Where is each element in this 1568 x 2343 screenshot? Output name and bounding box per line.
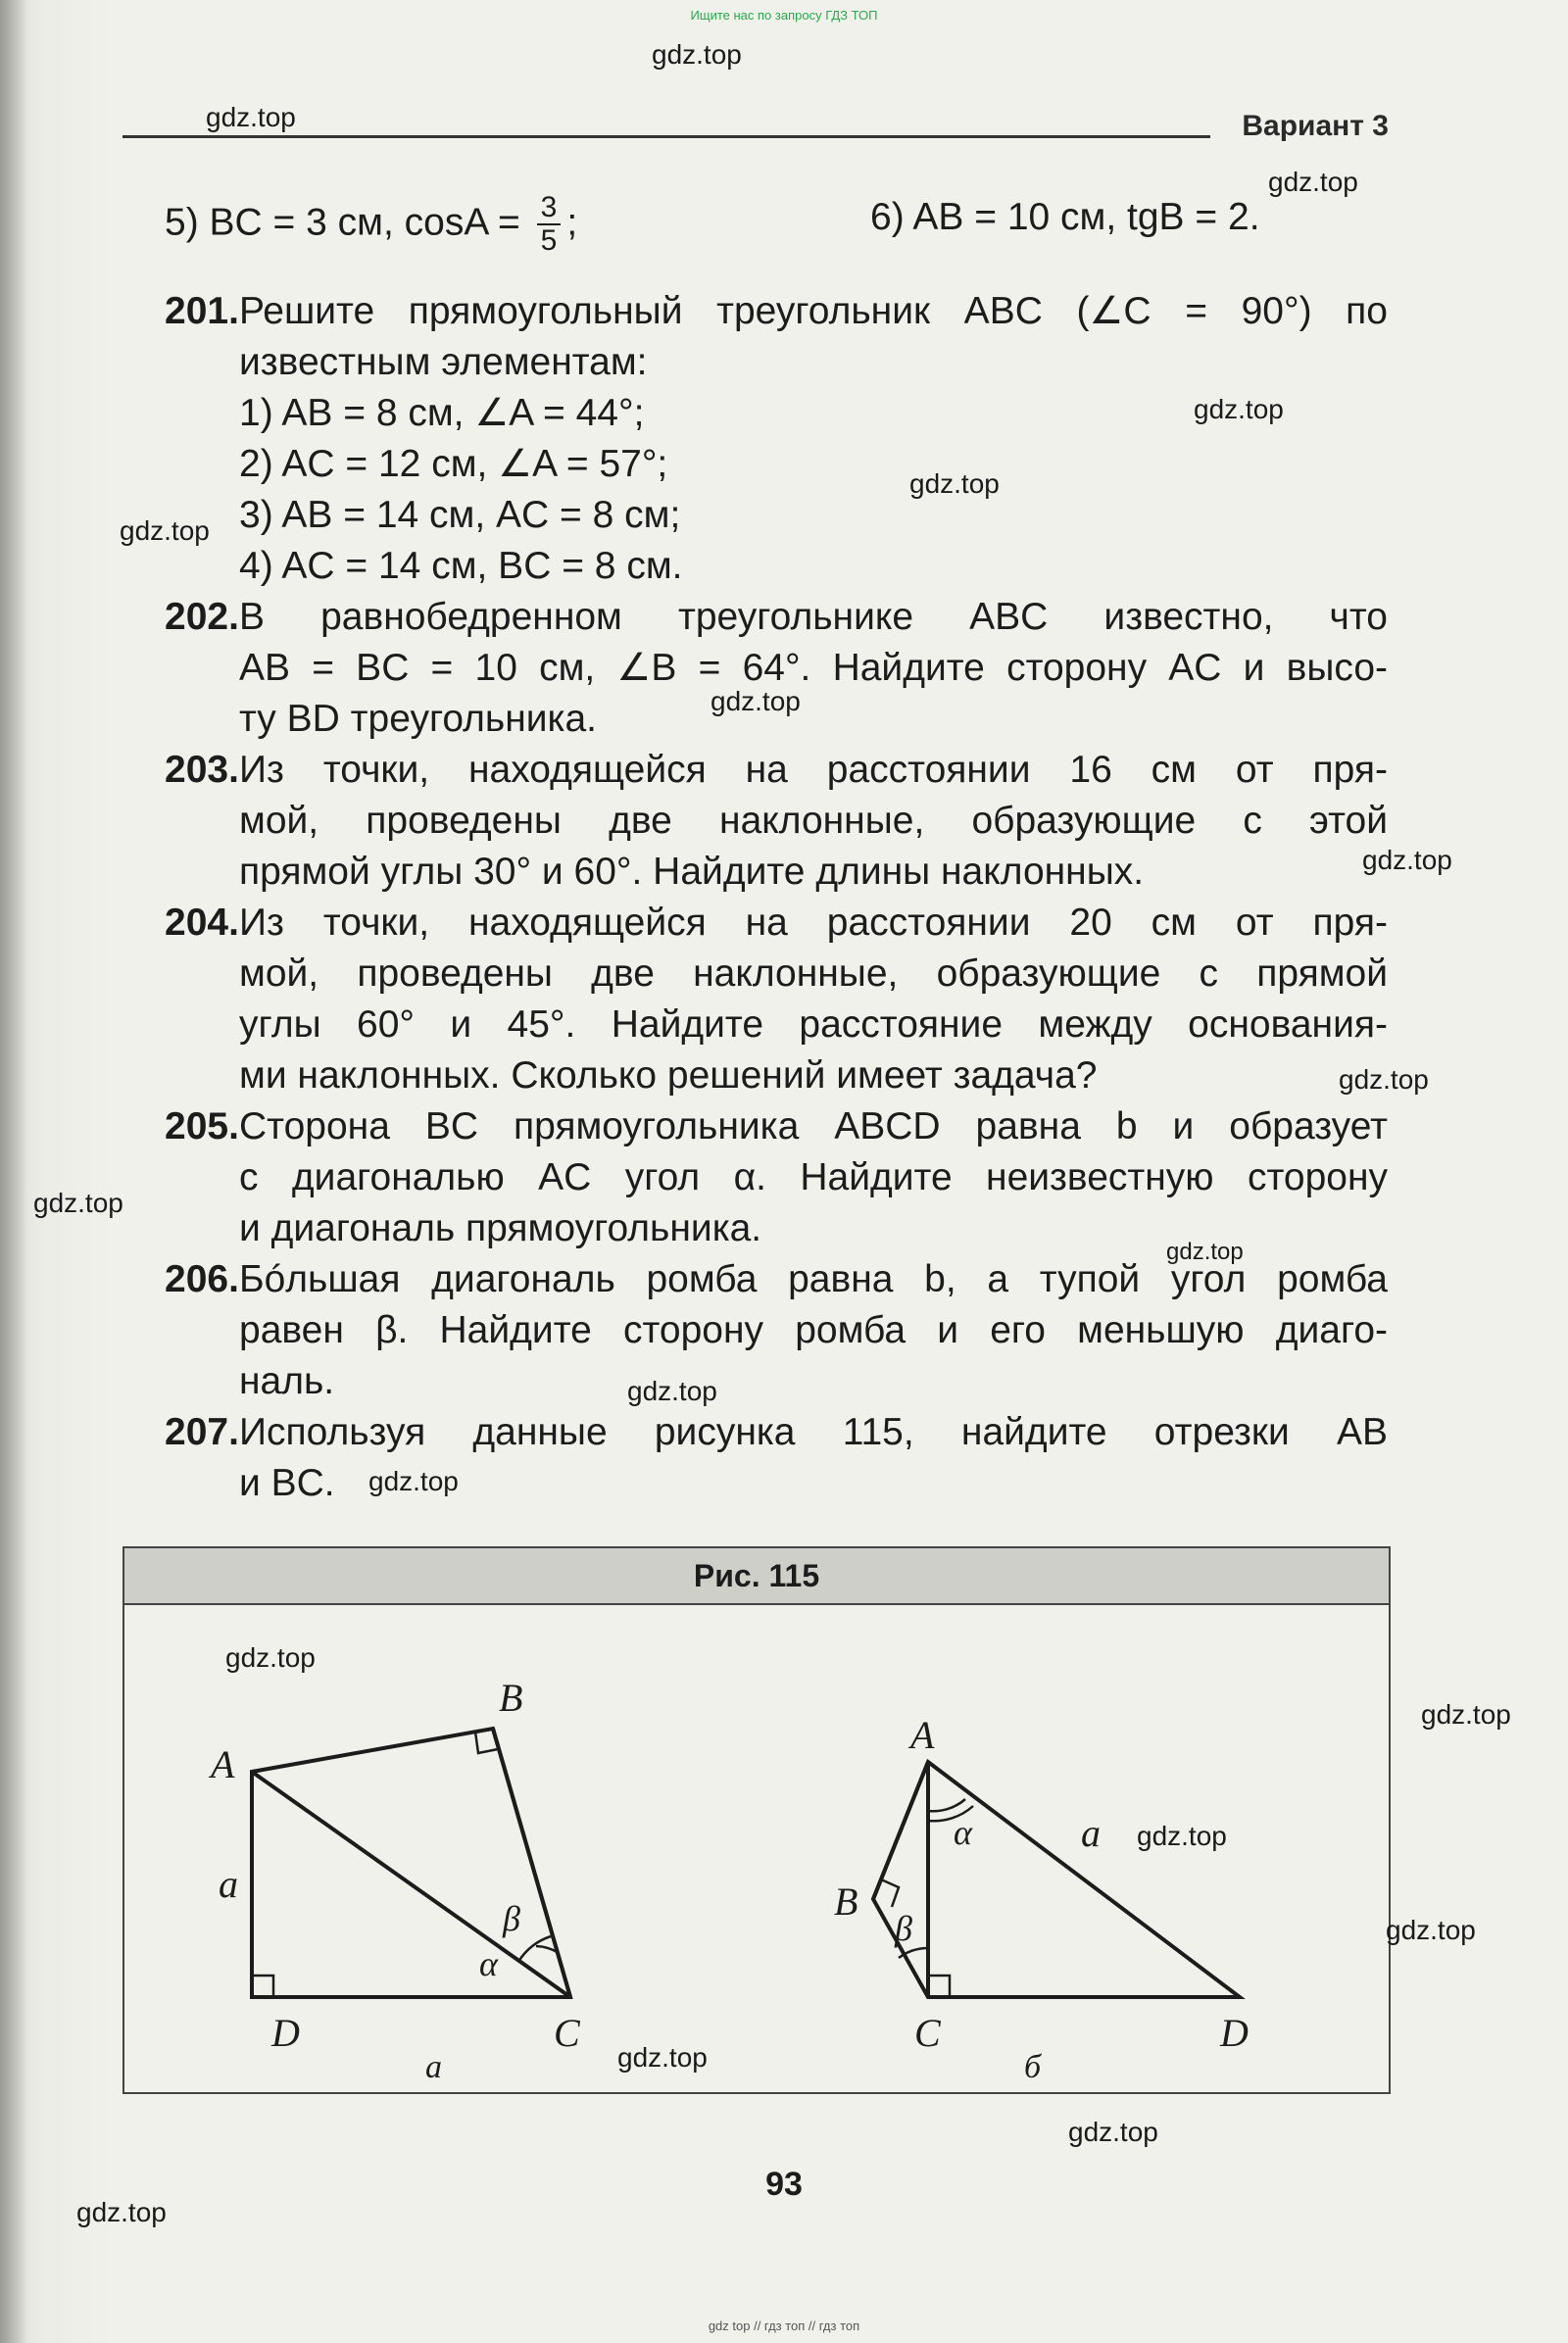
variant-header: Вариант 3 xyxy=(1242,110,1389,142)
figure-title: Рис. 115 xyxy=(124,1548,1389,1605)
right-label-d-vertex: D xyxy=(1220,2011,1249,2055)
continuation-line xyxy=(165,191,1260,257)
problem-204-line1: Из точки, находящейся на расстоянии 20 см от пря- xyxy=(239,902,1388,944)
watermark: gdz.top xyxy=(1268,167,1358,197)
page-edge-shadow xyxy=(0,0,27,2343)
left-alpha-arc xyxy=(518,1936,551,1962)
watermark: gdz.top xyxy=(627,1376,717,1406)
problem-204-line2: мой, проведены две наклонные, образующие с прямой xyxy=(239,952,1388,995)
watermark: gdz.top xyxy=(206,102,296,132)
top-banner[interactable]: Ищите нас по запросу ГДЗ ТОП xyxy=(690,8,878,23)
watermark: gdz.top xyxy=(120,515,210,546)
watermark: gdz.top xyxy=(1137,1821,1227,1851)
problem-202-line1: В равнобедренном треугольнике ABC известно, что xyxy=(239,596,1388,638)
problem-206-line1: Бóльшая диагональ ромба равна b, а тупой угол ромба xyxy=(239,1258,1388,1300)
figure-right-labels xyxy=(834,1713,1249,2055)
left-caption: а xyxy=(425,2049,442,2085)
right-beta-label: β xyxy=(895,1909,912,1948)
figure-left xyxy=(252,1729,570,1997)
problem-205-line2: с диагональю AC угол α. Найдите неизвестную сторону xyxy=(239,1156,1388,1198)
watermark: gdz.top xyxy=(652,39,742,70)
left-label-a-vertex: A xyxy=(211,1742,235,1786)
fraction xyxy=(537,192,562,257)
left-side-label: a xyxy=(219,1862,238,1906)
problem-205-number: 205. xyxy=(165,1105,239,1147)
problem-206-number: 206. xyxy=(165,1258,239,1300)
right-alpha-label: α xyxy=(954,1813,972,1852)
watermark: gdz.top xyxy=(909,468,1000,499)
right-label-b-vertex: B xyxy=(834,1879,858,1924)
watermark: gdz.top xyxy=(76,2197,167,2227)
bottom-banner[interactable]: gdz top // гдз топ // гдз топ xyxy=(708,2319,860,2333)
right-alpha-arc xyxy=(928,1799,965,1811)
problem-201-number: 201. xyxy=(165,290,239,332)
problem-202-line2: AB = BC = 10 см, ∠B = 64°. Найдите сторону AC и высо- xyxy=(239,647,1388,689)
problem-204-line3: углы 60° и 45°. Найдите расстояние между основания- xyxy=(239,1003,1388,1046)
right-label-c-vertex: C xyxy=(914,2011,941,2055)
right-side-label: a xyxy=(1081,1811,1101,1855)
problem-203-line2: мой, проведены две наклонные, образующие с этой xyxy=(239,800,1388,842)
watermark: gdz.top xyxy=(1386,1915,1476,1945)
left-label-c-vertex: C xyxy=(554,2011,580,2055)
problem-202-line3: ту BD треугольника. xyxy=(239,698,597,740)
left-side-bc xyxy=(493,1729,570,1997)
left-beta-label: β xyxy=(503,1899,520,1938)
header-rule xyxy=(122,135,1210,138)
left-alpha-label: α xyxy=(479,1944,498,1983)
problem-201-line1: Решите прямоугольный треугольник ABC (∠C = 90°) по xyxy=(239,290,1388,332)
left-diagonal xyxy=(252,1772,570,1997)
fraction-numerator: 3 xyxy=(537,192,562,225)
problem-203-line1: Из точки, находящейся на расстоянии 16 см от пря- xyxy=(239,749,1388,791)
left-label-b-vertex: B xyxy=(499,1676,523,1720)
problem-203-number: 203. xyxy=(165,749,239,791)
watermark: gdz.top xyxy=(1068,2117,1158,2147)
fraction-denominator: 5 xyxy=(540,224,558,257)
left-label-d-vertex: D xyxy=(271,2011,300,2055)
right-side-ab xyxy=(873,1762,928,1899)
problem-203-line3: прямой углы 30° и 60°. Найдите длины наклонных. xyxy=(239,851,1145,893)
problem-201-item4: 4) AC = 14 см, BC = 8 см. xyxy=(239,545,683,587)
watermark: gdz.top xyxy=(1339,1064,1429,1095)
watermark: gdz.top xyxy=(368,1466,459,1496)
problem-206-line2: равен β. Найдите сторону ромба и его меньшую диаго- xyxy=(239,1309,1388,1351)
problem-204-line4: ми наклонных. Сколько решений имеет задача? xyxy=(239,1054,1098,1097)
watermark: gdz.top xyxy=(1194,394,1284,424)
problem-201-line2: известным элементам: xyxy=(239,341,648,383)
watermark: gdz.top xyxy=(1421,1699,1511,1730)
continuation-right: 6) AB = 10 см, tgB = 2. xyxy=(870,196,1260,238)
problem-201-item3: 3) AB = 14 см, AC = 8 см; xyxy=(239,494,681,536)
problem-207-number: 207. xyxy=(165,1411,239,1453)
left-right-angle-d xyxy=(252,1976,273,1997)
continuation-left: 5) BC = 3 см, cosA = xyxy=(165,201,531,244)
problem-204-number: 204. xyxy=(165,902,239,944)
watermark: gdz.top xyxy=(1362,845,1452,875)
watermark: gdz.top xyxy=(33,1188,123,1218)
watermark: gdz.top xyxy=(710,686,801,716)
problem-205-line1: Сторона BC прямоугольника ABCD равна b и образует xyxy=(239,1105,1388,1147)
right-caption: б xyxy=(1024,2049,1042,2085)
problem-207-line2: и BC. xyxy=(239,1462,335,1504)
problem-206-line3: наль. xyxy=(239,1360,335,1402)
right-right-angle-b xyxy=(881,1879,899,1907)
right-right-angle-c xyxy=(928,1976,950,1997)
problem-202-number: 202. xyxy=(165,596,239,638)
watermark: gdz.top xyxy=(617,2042,708,2073)
watermark: gdz.top xyxy=(225,1642,316,1673)
page-number: 93 xyxy=(765,2166,803,2203)
watermark: gdz.top xyxy=(1166,1239,1244,1265)
problem-201-item1: 1) AB = 8 см, ∠A = 44°; xyxy=(239,392,645,434)
figure-right xyxy=(873,1762,1240,1997)
problem-205-line3: и диагональ прямоугольника. xyxy=(239,1207,762,1249)
right-label-a-vertex: A xyxy=(910,1713,935,1757)
continuation-left-end: ; xyxy=(566,201,578,244)
problem-201-item2: 2) AC = 12 см, ∠A = 57°; xyxy=(239,443,668,485)
problem-207-line1: Используя данные рисунка 115, найдите отрезки AB xyxy=(239,1411,1388,1453)
